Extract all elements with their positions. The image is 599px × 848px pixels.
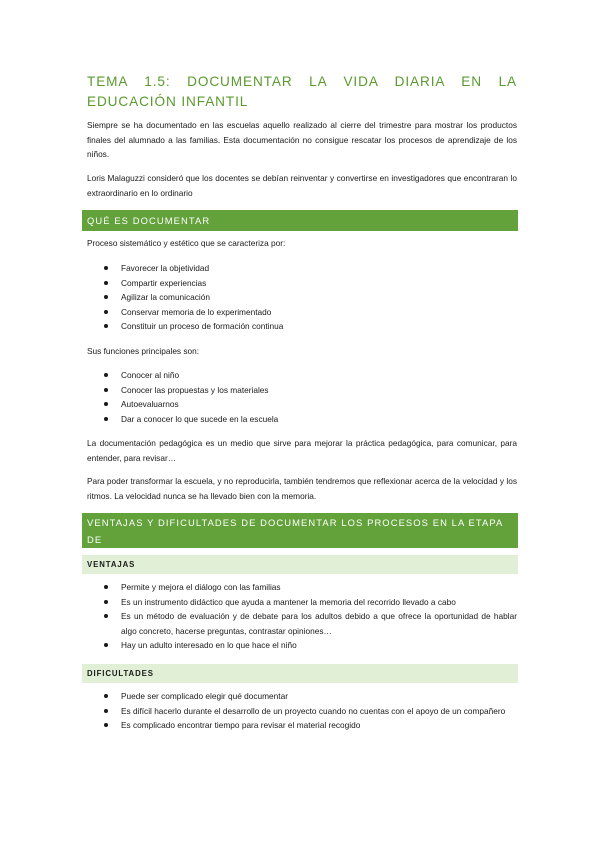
bullet-icon [104,614,108,618]
bullet-icon [104,310,108,314]
intro-paragraph-2: Loris Malaguzzi consideró que los docentes se debían reinventar y convertirse en investigadores que encontraran lo extraordinario en lo ordinario [87,173,517,198]
difficulties-list [87,689,517,733]
list-item: Es un instrumento didáctico que ayuda a mantener la memoria del recorrido llevado a cabo [87,595,517,610]
list-item: Es complicado encontrar tiempo para revisar el material recogido [87,718,517,733]
bullet-icon [104,388,108,392]
functions-list [87,368,517,426]
list-item: Agilizar la comunicación [87,290,517,305]
bullet-icon [104,295,108,299]
list-item: Es difícil hacerlo durante el desarrollo de un proyecto cuando no cuentas con el apoyo de un compañero [87,704,517,719]
list-item: Puede ser complicado elegir qué documentar [87,689,517,704]
advantages-list [87,580,517,653]
intro-paragraph-1: Siempre se ha documentado en las escuelas aquello realizado al cierre del trimestre para mostrar los productos finales del alumnado a las familias. Esta documentación no consigue rescatar los procesos de aprendizaje de los niños. [87,120,517,159]
bullet-icon [104,709,108,713]
list-item: Hay un adulto interesado en lo que hace el niño [87,638,517,653]
list-item: Conocer al niño [87,368,517,383]
list-item: Conservar memoria de lo experimentado [87,305,517,320]
section-heading-line: VENTAJAS Y DIFICULTADES DE DOCUMENTAR LOS PROCESOS EN LA ETAPA DE [87,517,503,545]
bullet-icon [104,373,108,377]
bullet-icon [104,694,108,698]
bullet-icon [104,402,108,406]
list-item: Conocer las propuestas y los materiales [87,383,517,398]
bullet-icon [104,643,108,647]
paragraph-documentacion-pedagogica: La documentación pedagógica es un medio que sirve para mejorar la práctica pedagógica, para comunicar, para entender, para revisar… [87,438,517,463]
list-item: Es un método de evaluación y de debate para los adultos debido a que ofrece la oportunidad de hablar algo concreto, hacerse preguntas, contrastar opiniones… [87,609,517,638]
bullet-icon [104,600,108,604]
section-heading-ventajas-dificultades [82,513,518,548]
functions-lead: Sus funciones principales son: [87,346,200,356]
list-item: Autoevaluarnos [87,397,517,412]
list-item: Dar a conocer lo que sucede en la escuela [87,412,517,427]
subheading-ventajas: VENTAJAS [82,555,518,574]
bullet-icon [104,585,108,589]
list-item: Permite y mejora el diálogo con las familias [87,580,517,595]
bullet-icon [104,417,108,421]
section-heading-que-es-documentar: QUÉ ES DOCUMENTAR [82,210,518,231]
list-item: Favorecer la objetividad [87,261,517,276]
list-item: Constituir un proceso de formación continua [87,319,517,334]
section1-lead: Proceso sistemático y estético que se caracteriza por: [87,238,286,248]
bullet-icon [104,723,108,727]
bullet-icon [104,324,108,328]
characteristics-list [87,261,517,334]
list-item: Compartir experiencias [87,276,517,291]
page-title: TEMA 1.5: DOCUMENTAR LA VIDA DIARIA EN LA EDUCACIÓN INFANTIL [87,74,517,109]
subheading-dificultades: DIFICULTADES [82,664,518,683]
bullet-icon [104,281,108,285]
bullet-icon [104,266,108,270]
paragraph-transformar-escuela: Para poder transformar la escuela, y no reproducirla, también tendremos que reflexionar acerca de la velocidad y los ritmos. La velocidad nunca se ha llevado bien con la memoria. [87,476,517,501]
